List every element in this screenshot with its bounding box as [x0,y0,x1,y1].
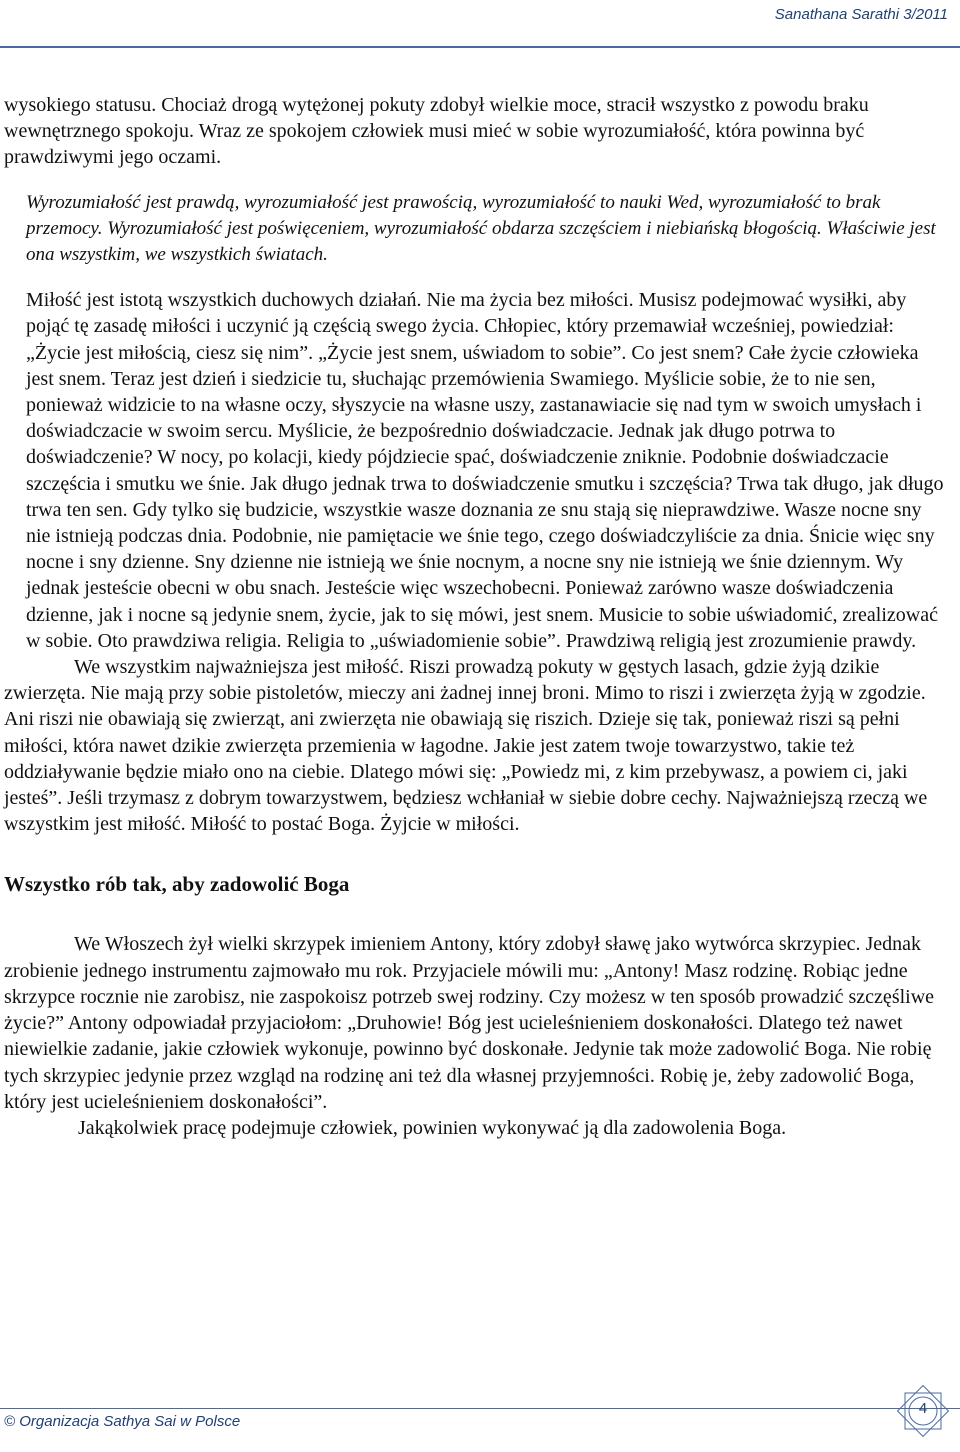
italic-quote: Wyrozumiałość jest prawdą, wyrozumiałość jest prawością, wyrozumiałość to nauki Wed, wyrozumiałość to brak przemocy. Wyrozumiałość jest poświęceniem, wyrozumiałość obdarza szczęściem i niebiańską błogością. Właściwie jest ona wszystkim, we wszystkich światach. [26,191,936,266]
article-body [4,92,948,1141]
copyright-text: © Organizacja Sathya Sai w Polsce [4,1413,241,1430]
page-footer [0,1382,960,1452]
footer-divider [0,1408,960,1409]
publication-title: Sanathana Sarathi 3/2011 [774,6,948,23]
paragraph-love-dream: Miłość jest istotą wszystkich duchowych działań. Nie ma życia bez miłości. Musisz podejmować wysiłki, aby pojąć tę zasadę miłości i uczynić ją częścią swego życia. Chłopiec, który przemawiał wcześniej, powiedział: „Życie jest miłością, ciesz się nim”. „Życie jest snem, uświadom to sobie”. Co jest snem? Całe życie człowieka jest snem. Teraz jest dzień i siedzicie tu, słuchając przemówienia Swamiego. Myślicie sobie, że to nie sen, ponieważ widzicie to na własne oczy, słyszycie na własne uszy, zastanawiacie się nad tym w swoich umysłach i doświadczacie w swoim sercu. Myślicie, że bezpośrednio doświadczacie. Jednak jak długo potrwa to doświadczenie? W nocy, po kolacji, kiedy pójdziecie spać, doświadczenie zniknie. Podobnie doświadczacie szczęścia i smutku we śnie. Jak długo jednak trwa to doświadczenie smutku i szczęścia? Trwa tak długo, jak długo trwa ten sen. Gdy tylko się budzicie, wszystkie wasze doznania ze snu stają się nieprawdziwe. Wasze nocne sny nie istnieją podczas dnia. Podobnie, nie pamiętacie we śnie tego, czego doświadczyliście za dnia. Śnicie więc sny nocne i sny dzienne. Sny dzienne nie istnieją we śnie nocnym, a nocne sny nie istnieją we śnie dziennym. Wy jednak jesteście obecni w obu snach. Jesteście więc wszechobecni. Ponieważ zarówno wasze doświadczenia dzienne, jak i nocne są jedynie snem, życie, jak to się mówi, jest snem. Musicie to sobie uświadomić, zrealizować w sobie. Oto prawdziwa religia. Religia to „uświadomienie sobie”. Prawdziwą religią jest zrozumienie prawdy. [26,289,944,652]
paragraph-antony: We Włoszech żył wielki skrzypek imieniem Antony, który zdobył sławę jako wytwórca skrzypiec. Jednak zrobienie jednego instrumentu zajmowało mu rok. Przyjaciele mówili mu: „Antony! Masz rodzinę. Robiąc jedne skrzypce rocznie nie zarobisz, nie zaspokoisz potrzeb swej rodziny. Czy możesz w ten sposób prowadzić szczęśliwe życie?” Antony odpowiadał przyjaciołom: „Druhowie! Bóg jest ucieleśnieniem doskonałości. Dlatego też nawet niewielkie zadanie, jakie człowiek wykonuje, powinno być doskonałe. Jedynie tak może zadowolić Boga. Nie robię tych skrzypiec jedynie przez wzgląd na rodzinę ani też dla własnej przyjemności. Robię je, żeby zadowolić Boga, który jest ucieleśnieniem doskonałości”. [4,933,935,1113]
paragraph-intro: wysokiego statusu. Chociaż drogą wytężonej pokuty zdobył wielkie moce, stracił wszystko z powodu braku wewnętrznego spokoju. Wraz ze spokojem człowiek musi mieć w sobie wyrozumiałość, która powinna być prawdziwymi jego oczami. [4,94,869,169]
paragraph-conclusion: Jakąkolwiek pracę podejmuje człowiek, powinien wykonywać ją dla zadowolenia Boga. [78,1116,787,1139]
page-number: 4 [918,1400,928,1417]
paragraph-rishis: We wszystkim najważniejsza jest miłość. Riszi prowadzą pokuty w gęstych lasach, gdzie żyją dzikie zwierzęta. Nie mają przy sobie pistoletów, mieczy ani żadnej innej broni. Mimo to riszi i zwierzęta żyją w zgodzie. Ani riszi nie obawiają się zwierząt, ani zwierzęta nie obawiają się riszich. Dzieje się tak, ponieważ riszi są pełni miłości, która nawet dzikie zwierzęta przemienia w łagodne. Jakie jest zatem twoje towarzystwo, takie też oddziaływanie będzie miało ono na ciebie. Dlatego mówi się: „Powiedz mi, z kim przebywasz, a powiem ci, jaki jesteś”. Jeśli trzymasz z dobrym towarzystwem, będziesz wchłaniał w siebie dobre cechy. Najważniejszą rzeczą we wszystkim jest miłość. Miłość to postać Boga. Żyjcie w miłości. [4,656,928,836]
header-divider [0,46,960,48]
section-heading: Wszystko rób tak, aby zadowolić Boga [4,872,350,897]
sarva-dharma-emblem-icon [894,1382,952,1440]
page-header [0,0,960,52]
